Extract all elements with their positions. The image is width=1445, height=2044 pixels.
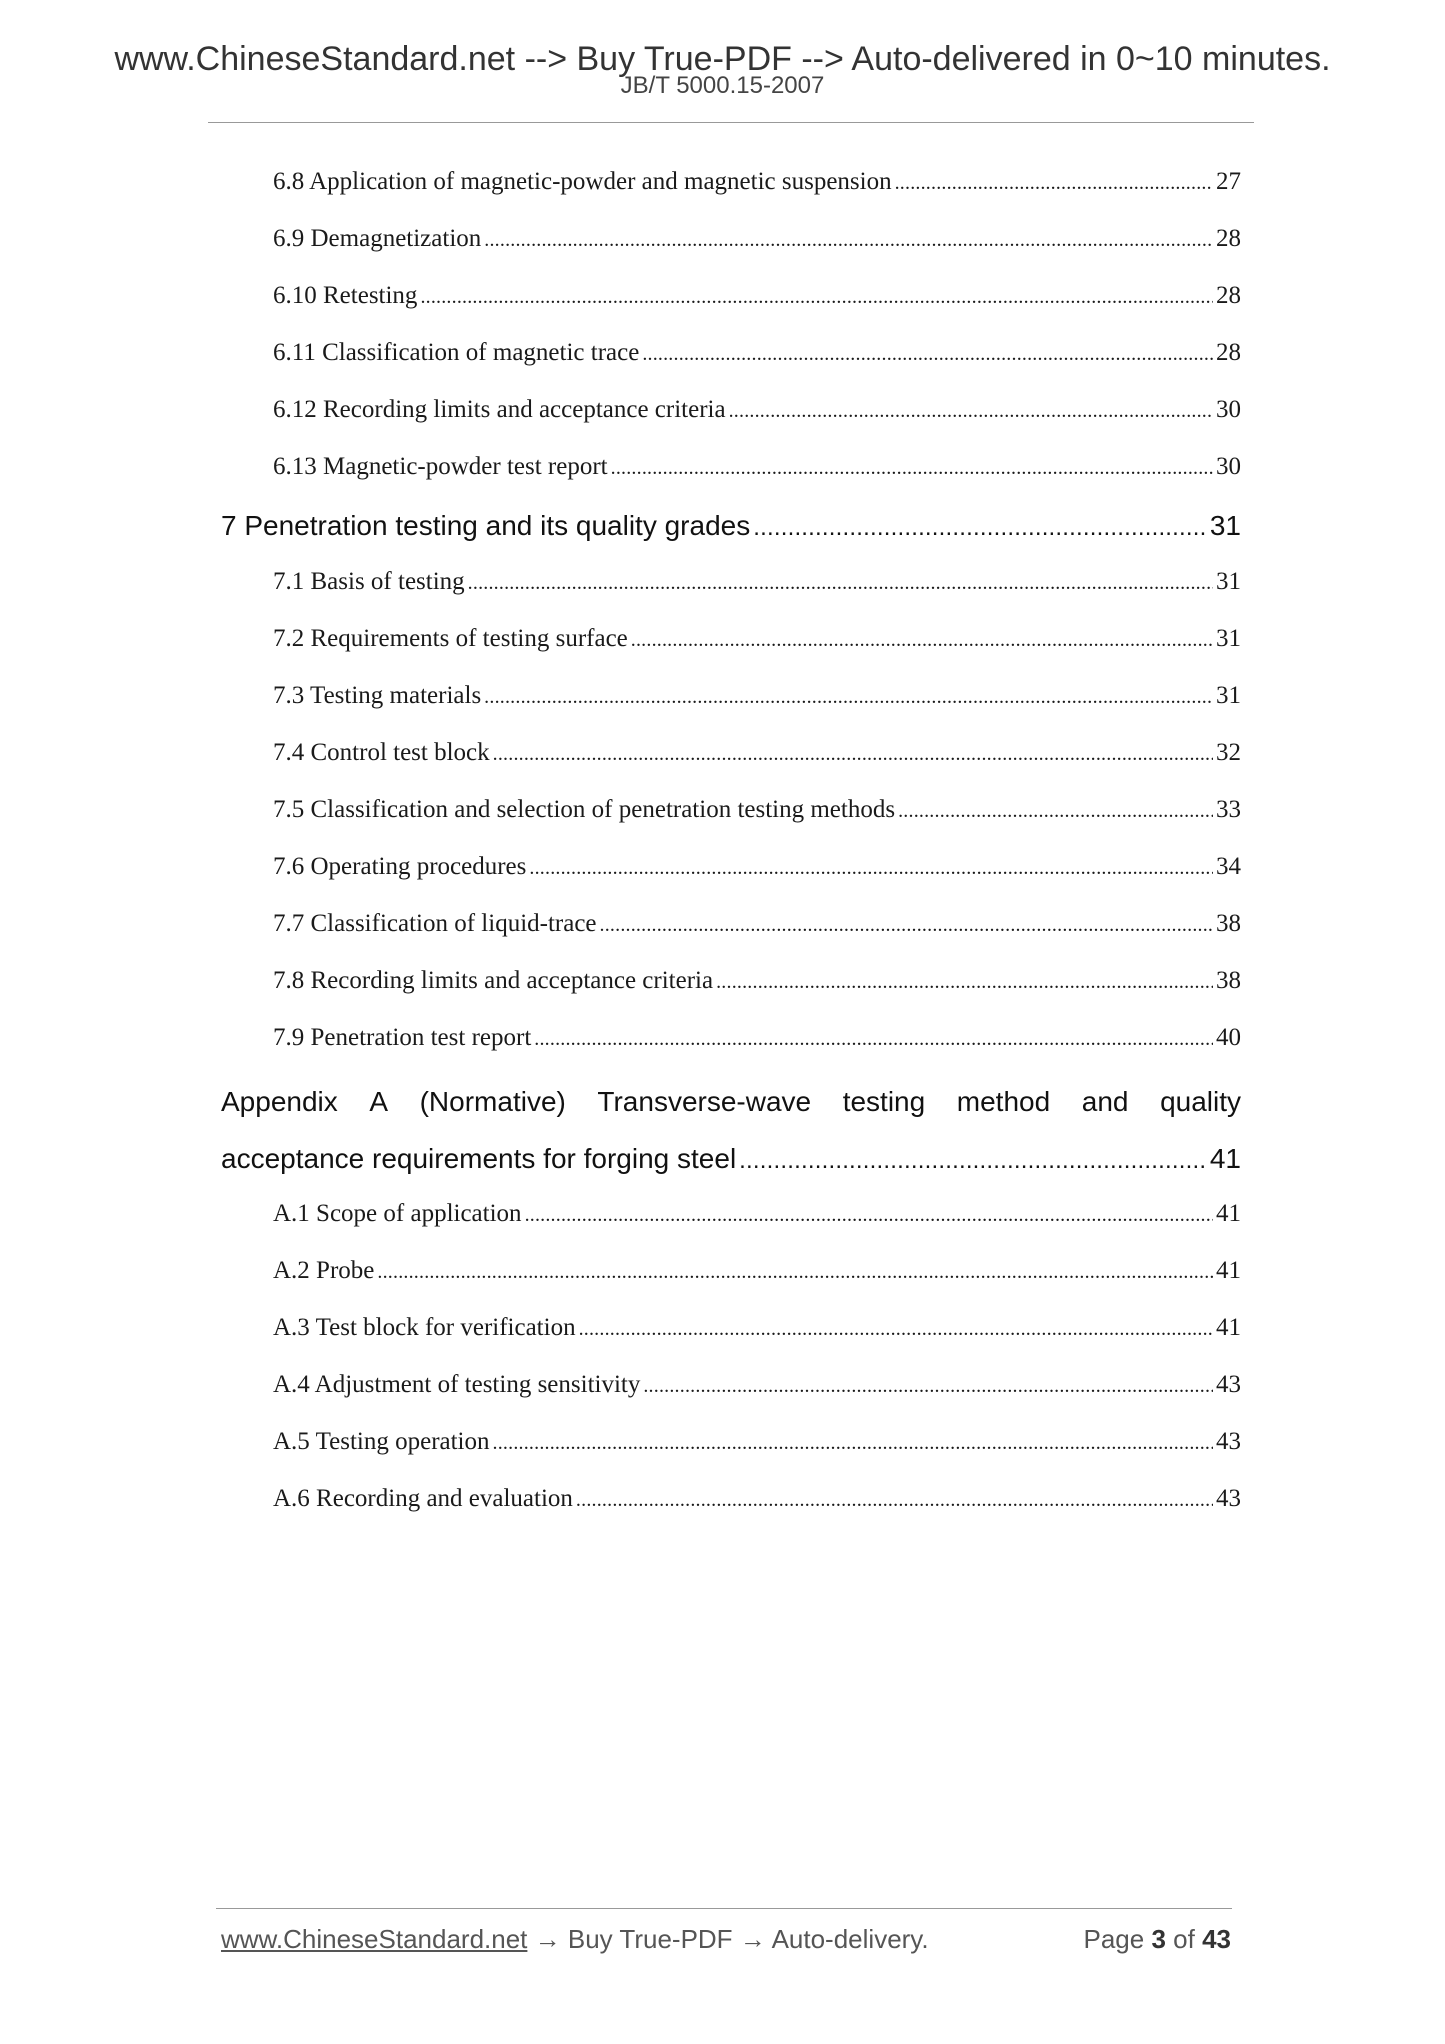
toc-entry-title: 7.4 Control test block	[273, 739, 490, 766]
toc-section-title: 7 Penetration testing and its quality grades	[221, 510, 751, 541]
toc-entry-page: 41	[1216, 1257, 1241, 1284]
toc-entry-6-13[interactable]	[273, 453, 1241, 481]
toc-dot-leader	[579, 1318, 1213, 1341]
toc-entry-page: 28	[1216, 339, 1241, 366]
toc-entry-6-9[interactable]	[273, 225, 1241, 253]
toc-dot-leader	[484, 686, 1213, 709]
footer-divider	[216, 1908, 1232, 1909]
toc-entry-page: 31	[1216, 682, 1241, 709]
appendix-word: Appendix	[221, 1086, 338, 1117]
toc-entry-6-8[interactable]	[273, 168, 1241, 196]
toc-section-page: 41	[1209, 1143, 1241, 1174]
page-label: Page	[1083, 1924, 1145, 1954]
toc-dot-leader	[643, 1375, 1213, 1398]
toc-dot-leader	[898, 800, 1213, 823]
toc-entry-a-3[interactable]	[273, 1314, 1241, 1342]
appendix-word: A	[369, 1086, 389, 1117]
toc-entry-7-4[interactable]	[273, 739, 1241, 767]
toc-entry-a-1[interactable]	[273, 1200, 1241, 1228]
toc-entry-title: 7.6 Operating procedures	[273, 853, 527, 880]
toc-entry-page: 41	[1216, 1314, 1241, 1341]
document-code: JB/T 5000.15-2007	[620, 72, 825, 99]
page-total: 43	[1202, 1924, 1231, 1954]
toc-entry-title: 7.2 Requirements of testing surface	[273, 625, 628, 652]
toc-dot-leader	[420, 286, 1213, 309]
toc-dot-leader	[529, 857, 1213, 880]
toc-entry-page: 34	[1216, 853, 1241, 880]
toc-entry-6-11[interactable]	[273, 339, 1241, 367]
toc-entry-7-1[interactable]	[273, 568, 1241, 596]
toc-dot-leader	[534, 1028, 1213, 1051]
appendix-word: and	[1081, 1086, 1129, 1117]
toc-entry-6-12[interactable]	[273, 396, 1241, 424]
toc-entry-7-8[interactable]	[273, 967, 1241, 995]
toc-entry-page: 43	[1216, 1428, 1241, 1455]
toc-entry-7-7[interactable]	[273, 910, 1241, 938]
toc-entry-title: 6.8 Application of magnetic-powder and magnetic suspension	[273, 168, 892, 195]
toc-entry-title: A.3 Test block for verification	[273, 1314, 576, 1341]
toc-entry-7-9[interactable]	[273, 1024, 1241, 1052]
footer-site-link[interactable]: www.ChineseStandard.net	[221, 1924, 528, 1954]
top-banner: www.ChineseStandard.net --> Buy True-PDF --> Auto-delivered in 0~10 minutes.	[114, 40, 1331, 78]
toc-section-title: acceptance requirements for forging steel	[221, 1143, 737, 1174]
toc-entry-page: 38	[1216, 967, 1241, 994]
footer-promo	[221, 1924, 929, 1955]
toc-entry-7-3[interactable]	[273, 682, 1241, 710]
toc-entry-title: A.4 Adjustment of testing sensitivity	[273, 1371, 641, 1398]
toc-appendix-a-heading-line1[interactable]	[221, 1086, 1241, 1118]
toc-entry-page: 32	[1216, 739, 1241, 766]
toc-dot-leader	[484, 229, 1213, 252]
toc-entry-page: 31	[1216, 568, 1241, 595]
toc-entry-page: 40	[1216, 1024, 1241, 1051]
toc-entry-a-6[interactable]	[273, 1485, 1241, 1513]
toc-entry-title: 6.11 Classification of magnetic trace	[273, 339, 640, 366]
toc-entry-page: 27	[1216, 168, 1241, 195]
toc-entry-title: 7.1 Basis of testing	[273, 568, 465, 595]
toc-entry-title: 7.7 Classification of liquid-trace	[273, 910, 597, 937]
toc-entry-page: 38	[1216, 910, 1241, 937]
page-footer	[221, 1924, 1231, 1964]
toc-dot-leader	[729, 400, 1213, 423]
toc-appendix-a-heading-line2[interactable]	[221, 1143, 1241, 1175]
toc-entry-a-2[interactable]	[273, 1257, 1241, 1285]
toc-dot-leader	[493, 743, 1213, 766]
toc-dot-leader	[525, 1204, 1213, 1227]
toc-dot-leader	[642, 343, 1213, 366]
appendix-word: method	[956, 1086, 1051, 1117]
toc-dot-leader	[611, 457, 1213, 480]
appendix-word: quality	[1160, 1086, 1241, 1117]
toc-entry-title: A.1 Scope of application	[273, 1200, 522, 1227]
toc-entry-title: 6.10 Retesting	[273, 282, 418, 309]
toc-dot-leader	[493, 1432, 1213, 1455]
toc-dot-leader	[895, 172, 1213, 195]
toc-entry-a-4[interactable]	[273, 1371, 1241, 1399]
toc-dot-leader	[753, 514, 1207, 542]
toc-entry-page: 30	[1216, 453, 1241, 480]
toc-entry-title: 7.5 Classification and selection of penetration testing methods	[273, 796, 896, 823]
toc-entry-page: 43	[1216, 1371, 1241, 1398]
toc-dot-leader	[600, 914, 1213, 937]
toc-entry-title: 6.9 Demagnetization	[273, 225, 482, 252]
appendix-word: (Normative)	[419, 1086, 566, 1117]
toc-entry-title: A.5 Testing operation	[273, 1428, 490, 1455]
toc-dot-leader	[576, 1489, 1213, 1512]
toc-entry-page: 28	[1216, 225, 1241, 252]
toc-entry-page: 31	[1216, 625, 1241, 652]
toc-section-7[interactable]	[221, 510, 1241, 542]
toc-entry-page: 43	[1216, 1485, 1241, 1512]
toc-dot-leader	[377, 1261, 1213, 1284]
appendix-word: Transverse-wave	[597, 1086, 812, 1117]
toc-entry-7-2[interactable]	[273, 625, 1241, 653]
page-current: 3	[1151, 1924, 1166, 1954]
footer-tagline: → Buy True-PDF → Auto-delivery.	[527, 1924, 929, 1954]
header-divider	[208, 122, 1254, 123]
toc-entry-a-5[interactable]	[273, 1428, 1241, 1456]
toc-dot-leader	[468, 572, 1213, 595]
toc-entry-7-5[interactable]	[273, 796, 1241, 824]
toc-entry-title: 6.13 Magnetic-powder test report	[273, 453, 608, 480]
toc-entry-title: 7.9 Penetration test report	[273, 1024, 532, 1051]
toc-section-page: 31	[1209, 510, 1241, 541]
appendix-word: testing	[842, 1086, 926, 1117]
toc-entry-page: 41	[1216, 1200, 1241, 1227]
toc-entry-title: 6.12 Recording limits and acceptance criteria	[273, 396, 726, 423]
toc-entry-page: 33	[1216, 796, 1241, 823]
page-number	[1083, 1924, 1231, 1955]
page-of: of	[1173, 1924, 1195, 1954]
toc-entry-page: 30	[1216, 396, 1241, 423]
toc-entry-6-10[interactable]	[273, 282, 1241, 310]
toc-dot-leader	[739, 1147, 1207, 1175]
toc-entry-title: 7.3 Testing materials	[273, 682, 482, 709]
toc-dot-leader	[631, 629, 1213, 652]
toc-dot-leader	[716, 971, 1213, 994]
toc-entry-title: A.2 Probe	[273, 1257, 375, 1284]
toc-entry-7-6[interactable]	[273, 853, 1241, 881]
toc-entry-title: A.6 Recording and evaluation	[273, 1485, 573, 1512]
toc-entry-title: 7.8 Recording limits and acceptance criteria	[273, 967, 714, 994]
toc-entry-page: 28	[1216, 282, 1241, 309]
